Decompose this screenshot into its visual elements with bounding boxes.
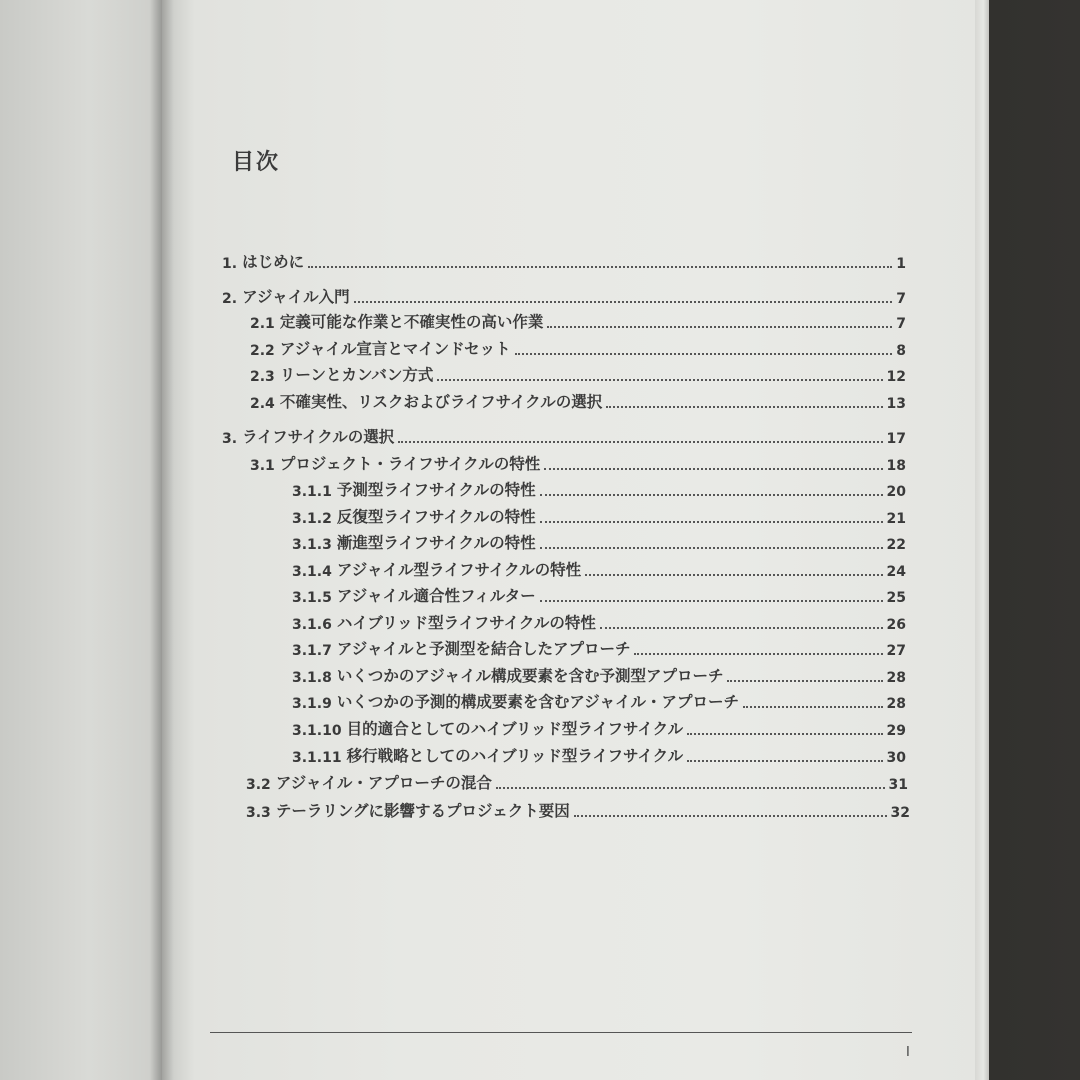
toc-entry-page: 26 <box>886 617 906 633</box>
toc-entry-title: アジャイル型ライフサイクルの特性 <box>336 561 582 579</box>
toc-entry-number: 1. <box>222 256 238 272</box>
toc-entry-title: アジャイルと予測型を結合したアプローチ <box>336 640 631 658</box>
toc-entry-page: 13 <box>886 396 906 412</box>
toc-entry <box>250 452 906 474</box>
toc-entry-page: 7 <box>896 291 906 307</box>
toc-entry-number: 2.1 <box>250 316 275 332</box>
toc-entry-number: 3.1.4 <box>292 564 332 580</box>
toc-entry-number: 3.1.2 <box>292 511 332 527</box>
toc-entry <box>292 664 906 686</box>
toc-entry-title: アジャイル・アプローチの混合 <box>275 774 492 792</box>
toc-entry-number: 2.2 <box>250 343 275 359</box>
toc-entry-title: テーラリングに影響するプロジェクト要因 <box>275 802 570 820</box>
toc-entry-number: 3.1.5 <box>292 590 332 606</box>
toc-dot-leader <box>687 760 882 762</box>
toc-dot-leader <box>540 521 883 523</box>
toc-entry-number: 2.3 <box>250 369 275 385</box>
toc-entry-number: 3.1.10 <box>292 723 342 739</box>
toc-entry-number: 3.1.1 <box>292 484 332 500</box>
toc-entry-page: 1 <box>896 256 906 272</box>
toc-entry-number: 3.1 <box>250 458 275 474</box>
toc-dot-leader <box>308 266 892 268</box>
toc-entry-number: 3.1.6 <box>292 617 332 633</box>
toc-dot-leader <box>585 574 882 576</box>
toc-entry-page: 7 <box>896 316 906 332</box>
toc-entry-page: 17 <box>886 431 906 447</box>
toc-entry-page: 27 <box>886 643 906 659</box>
toc-entry-title: はじめに <box>242 253 305 271</box>
toc-entry-number: 3.1.9 <box>292 696 332 712</box>
toc-entry-page: 32 <box>890 805 910 821</box>
toc-entry <box>250 310 906 332</box>
toc-entry-page: 25 <box>886 590 906 606</box>
toc-dot-leader <box>687 733 882 735</box>
toc-entry-title: ライフサイクルの選択 <box>242 428 395 446</box>
toc-entry <box>222 250 906 272</box>
toc-dot-leader <box>496 787 885 789</box>
toc-entry-page: 8 <box>896 343 906 359</box>
toc-dot-leader <box>606 406 882 408</box>
toc-entry <box>292 558 906 580</box>
toc-entry <box>246 799 910 821</box>
toc-dot-leader <box>600 627 883 629</box>
toc-entry-number: 3.1.8 <box>292 670 332 686</box>
footer-page-number: I <box>906 1045 910 1060</box>
toc-entry <box>222 425 906 447</box>
toc-dot-leader <box>437 379 882 381</box>
toc-entry <box>292 744 906 766</box>
toc-dot-leader <box>547 326 892 328</box>
toc-entry <box>292 637 906 659</box>
toc-entry-title: 定義可能な作業と不確実性の高い作業 <box>279 313 544 331</box>
toc-entry-number: 3. <box>222 431 238 447</box>
toc-entry-title: いくつかのアジャイル構成要素を含む予測型アプローチ <box>336 667 724 685</box>
toc-entry-page: 24 <box>886 564 906 580</box>
page-title: 目次 <box>232 150 281 175</box>
toc-dot-leader <box>544 468 882 470</box>
toc-entry-title: アジャイル入門 <box>242 288 350 306</box>
toc-entry <box>250 390 906 412</box>
toc-dot-leader <box>540 494 883 496</box>
toc-entry-page: 31 <box>888 777 908 793</box>
toc-entry-title: 漸進型ライフサイクルの特性 <box>336 534 536 552</box>
toc-dot-leader <box>574 815 887 817</box>
toc-entry <box>246 771 908 793</box>
toc-entry-page: 12 <box>886 369 906 385</box>
toc-dot-leader <box>634 653 882 655</box>
toc-entry-page: 21 <box>886 511 906 527</box>
toc-entry-page: 18 <box>886 458 906 474</box>
toc-entry-title: リーンとカンバン方式 <box>279 366 434 384</box>
toc-entry-page: 28 <box>886 670 906 686</box>
toc-entry-number: 3.2 <box>246 777 271 793</box>
toc-entry-number: 3.1.11 <box>292 750 342 766</box>
toc-entry-title: いくつかの予測的構成要素を含むアジャイル・アプローチ <box>336 693 739 711</box>
toc-entry <box>292 690 906 712</box>
toc-entry-page: 28 <box>886 696 906 712</box>
toc-entry-title: 反復型ライフサイクルの特性 <box>336 508 536 526</box>
toc-entry-number: 3.1.7 <box>292 643 332 659</box>
toc-entry-title: 目的適合としてのハイブリッド型ライフサイクル <box>346 720 684 738</box>
toc-entry <box>292 611 906 633</box>
toc-entry-number: 3.1.3 <box>292 537 332 553</box>
toc-entry <box>292 505 906 527</box>
toc-dot-leader <box>540 547 883 549</box>
toc-entry-number: 3.3 <box>246 805 271 821</box>
toc-entry <box>250 363 906 385</box>
toc-entry <box>250 337 906 359</box>
toc-entry <box>292 717 906 739</box>
toc-dot-leader <box>398 441 882 443</box>
toc-entry-page: 22 <box>886 537 906 553</box>
toc-entry-title: プロジェクト・ライフサイクルの特性 <box>279 455 541 473</box>
toc-dot-leader <box>515 353 893 355</box>
toc-entry-page: 20 <box>886 484 906 500</box>
toc-dot-leader <box>354 301 893 303</box>
toc-entry-number: 2. <box>222 291 238 307</box>
toc-dot-leader <box>540 600 883 602</box>
toc-entry-title: ハイブリッド型ライフサイクルの特性 <box>336 614 596 632</box>
toc-dot-leader <box>727 680 882 682</box>
toc-entry-title: 移行戦略としてのハイブリッド型ライフサイクル <box>346 747 684 765</box>
toc-entry <box>292 584 906 606</box>
toc-entry-title: 不確実性、リスクおよびライフサイクルの選択 <box>279 393 603 411</box>
toc-dot-leader <box>743 706 883 708</box>
toc-entry-title: アジャイル適合性フィルター <box>336 587 536 605</box>
toc-entry-title: 予測型ライフサイクルの特性 <box>336 481 536 499</box>
toc-entry <box>292 531 906 553</box>
toc-entry-page: 29 <box>886 723 906 739</box>
toc-entry <box>292 478 906 500</box>
toc-entry <box>222 285 906 307</box>
toc-entry-page: 30 <box>886 750 906 766</box>
footer-rule <box>210 1032 912 1033</box>
toc-entry-title: アジャイル宣言とマインドセット <box>279 340 511 358</box>
toc-entry-number: 2.4 <box>250 396 275 412</box>
